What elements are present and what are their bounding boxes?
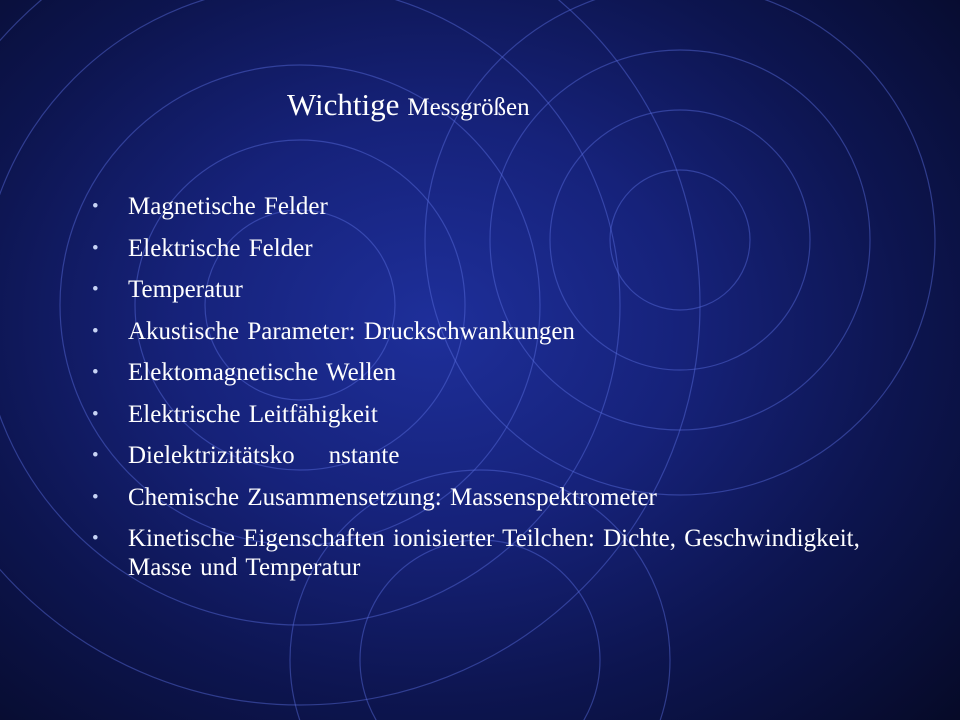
- list-item: [92, 317, 912, 346]
- bullet-icon: •: [92, 403, 99, 425]
- list-item: [92, 524, 912, 582]
- list-item-text: Temperatur: [128, 276, 243, 303]
- bullet-icon: •: [92, 279, 99, 300]
- list-item-text: Kinetische Eigenschaften ionisierter Teilchen: Dichte, Geschwindigkeit, Masse und Temperatur: [128, 525, 860, 581]
- title-main: Wichtige: [287, 87, 400, 122]
- list-item-text: Elektrische Leitfähigkeit: [128, 400, 378, 428]
- bullet-list: [92, 192, 912, 595]
- list-item-text: Magnetische Felder: [128, 193, 328, 220]
- bullet-icon: •: [92, 486, 99, 508]
- list-item: [92, 234, 912, 263]
- list-item: [92, 441, 912, 470]
- list-item: [92, 358, 912, 387]
- list-item-text: Elektrische Felder: [128, 234, 313, 262]
- list-item: [92, 400, 912, 429]
- list-item-text: Akustische Parameter: Druckschwankungen: [128, 317, 575, 345]
- bullet-icon: •: [92, 362, 99, 383]
- bullet-icon: •: [92, 237, 99, 259]
- list-item-text: Chemische Zusammensetzung: Massenspektrometer: [128, 483, 657, 511]
- bullet-icon: •: [92, 320, 99, 342]
- slide-title: [287, 88, 530, 120]
- title-sub: Messgrößen: [407, 94, 530, 121]
- list-item: [92, 192, 912, 221]
- list-item-text-part1: Dielektrizitätsko: [128, 442, 295, 469]
- list-item-text-part2: nstante: [328, 442, 400, 469]
- list-item: [92, 483, 912, 512]
- bullet-icon: •: [92, 528, 99, 549]
- bullet-icon: •: [92, 445, 99, 466]
- bullet-icon: •: [92, 196, 99, 217]
- list-item-text: Elektomagnetische Wellen: [128, 359, 397, 386]
- list-item: [92, 275, 912, 304]
